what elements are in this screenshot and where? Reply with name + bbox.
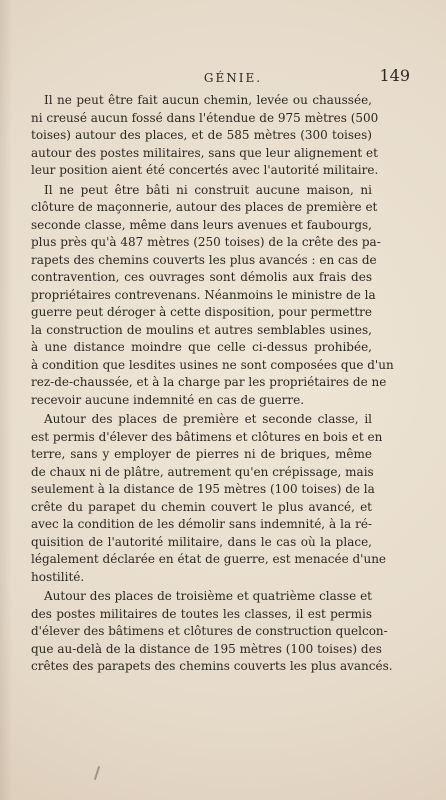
text-line: à condition que lesdites usines ne sont composées que d'un [31,357,394,372]
text-line: rez-de-chaussée, et à la charge par les propriétaires de ne [31,375,387,389]
text-line: d'élever des bâtimens et clôtures de construction quelcon- [31,624,388,638]
text-line: recevoir aucune indemnité en cas de guerre. [31,392,305,407]
text-line: est permis d'élever des bâtimens et clôtures en bois et en [31,429,383,444]
text-line: Il ne peut être bâti ni construit aucune maison, ni [44,182,372,197]
text-line: la construction de moulins et autres semblables usines, [31,322,372,337]
text-line: crête du parapet du chemin couvert le plus avancé, et [31,499,372,514]
text-line: clôture de maçonnerie, autour des places de première et [31,200,378,214]
text-line: Il ne peut être fait aucun chemin, levée ou chaussée, [44,93,372,107]
text-line: Autour des places de première et seconde classe, il [44,412,372,426]
ink-mark [94,766,100,780]
text-line: terre, sans y employer de pierres ni de briques, même [31,447,372,461]
text-line: crêtes des parapets des chemins couverts les plus avancés. [31,659,393,673]
text-line: avec la condition de les démolir sans indemnité, à la ré- [31,517,372,531]
text-line: guerre peut déroger à cette disposition, pour permettre [31,305,372,319]
paragraph-roads-and-ditches [31,92,379,180]
text-line: leur position aient été concertés avec l'autorité militaire. [31,163,379,177]
text-line: toises) autour des places, et de 585 mètres (300 toises) [31,128,372,142]
text-line: que au-delà de la distance de 195 mètres (100 toises) des [31,641,382,656]
page-header [30,66,416,90]
text-line: contravention, ces ouvrages sont démolis aux frais des [31,270,372,284]
page-number: 149 [379,66,410,85]
paragraph-building-prohibition [31,182,394,410]
running-head: GÉNIE. [203,71,263,85]
text-line: rapets des chemins couverts les plus avancés : en cas de [31,252,377,267]
text-line: plus près qu'à 487 mètres (250 toises) de la crête des pa- [31,235,381,249]
text-line: à une distance moindre que celle ci-dessus prohibée, [31,340,372,354]
text-line: des postes militaires de toutes les classes, il est permis [31,606,372,621]
text-line: hostilité. [31,569,85,584]
text-line: légalement déclarée en état de guerre, est menacée d'une [31,552,387,566]
page-fold-shadow [0,0,12,800]
body-text [31,92,394,678]
text-line: Autour des places de troisième et quatrième classe et [44,589,372,603]
text-line: de chaux ni de plâtre, autrement qu'en crépissage, mais [31,464,374,479]
paragraph-first-second-class [31,411,387,586]
text-line: propriétaires contrevenans. Néanmoins le ministre de la [31,287,376,302]
paragraph-third-fourth-class [31,588,393,676]
text-line: seconde classe, même dans leurs avenues et faubourgs, [31,217,372,232]
text-line: autour des postes militaires, sans que leur alignement et [31,145,378,160]
text-line: ni creusé aucun fossé dans l'étendue de 975 mètres (500 [31,110,379,125]
text-line: quisition de l'autorité militaire, dans le cas où la place, [31,534,372,549]
text-line: seulement à la distance de 195 mètres (100 toises) de la [31,482,375,496]
